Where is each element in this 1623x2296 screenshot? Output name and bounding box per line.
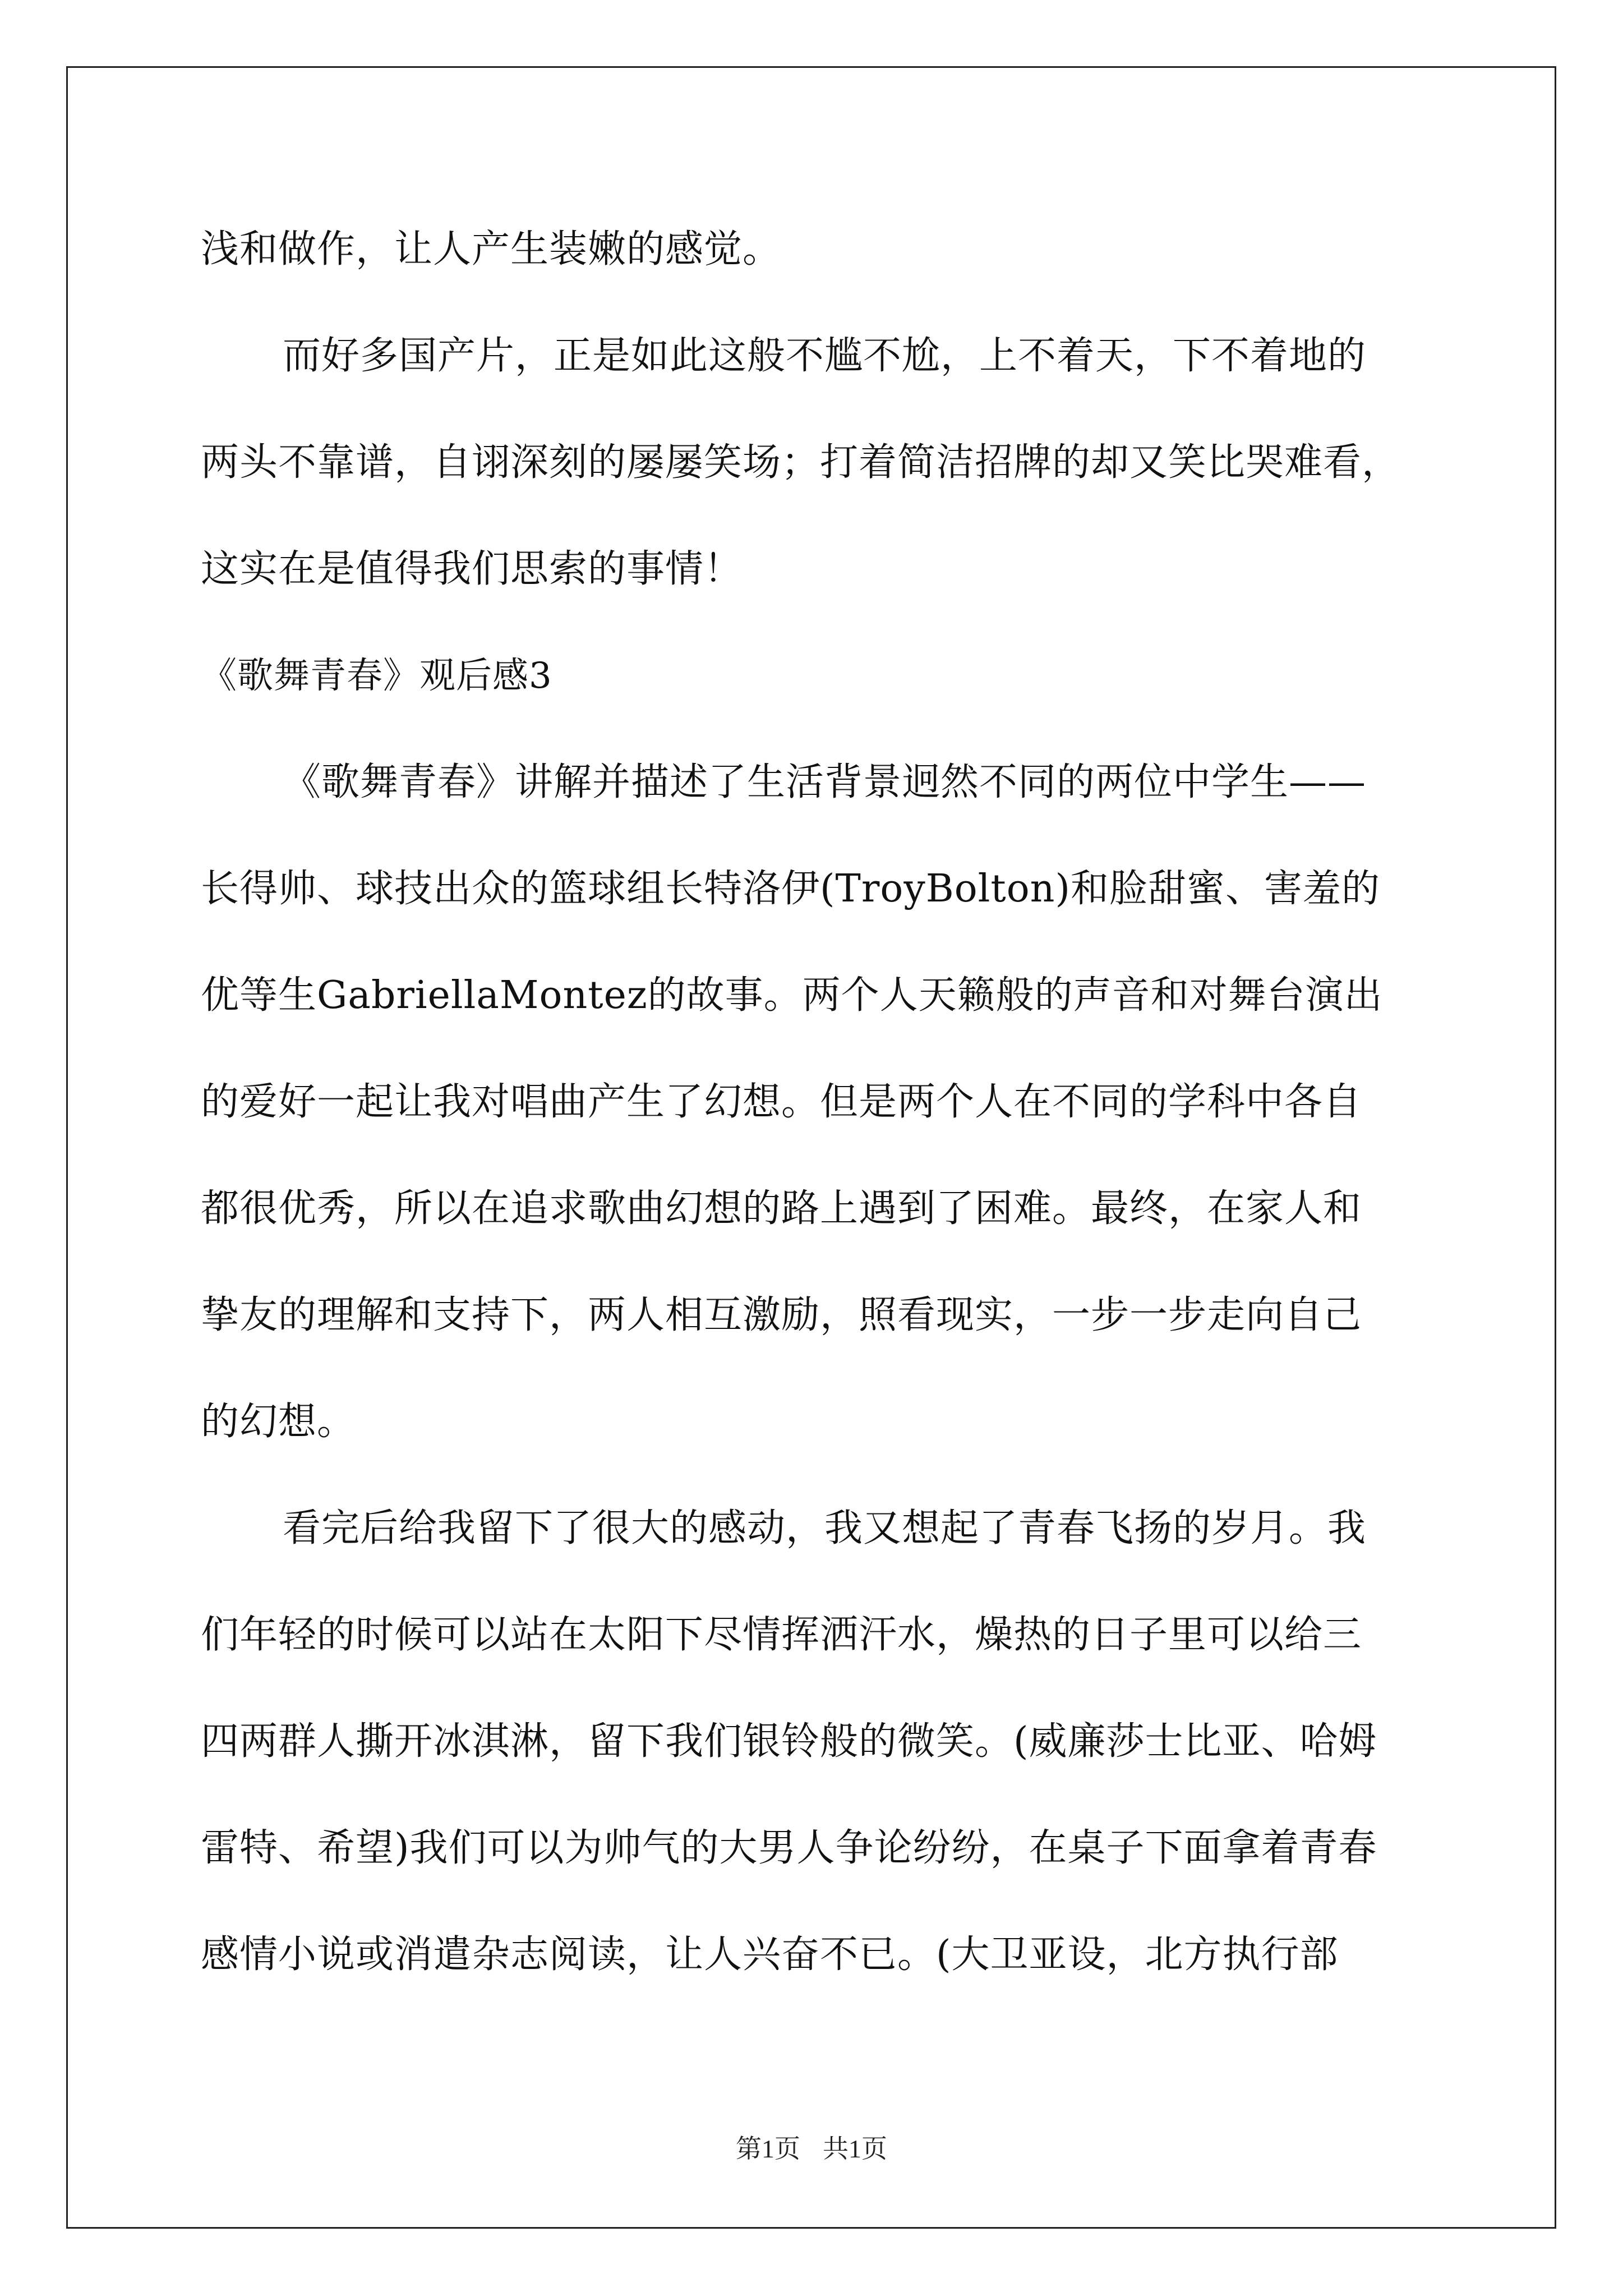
text-line: 的幻想。: [201, 1400, 356, 1444]
text-line: 雷特、希望)我们可以为帅气的大男人争论纷纷，在桌子下面拿着青春: [201, 1826, 1377, 1870]
page-total: 共1页: [823, 2134, 887, 2163]
text-line: 浅和做作，让人产生装嫩的感觉。: [201, 227, 782, 272]
text-line: 优等生GabriellaMontez的故事。两个人天籁般的声音和对舞台演出: [201, 973, 1383, 1018]
text-line: 们年轻的时候可以站在太阳下尽情挥洒汗水，燥热的日子里可以给三: [201, 1613, 1362, 1657]
section-heading: 《歌舞青春》观后感3: [201, 655, 552, 697]
text-line: 四两群人撕开冰淇淋，留下我们银铃般的微笑。(威廉莎士比亚、哈姆: [201, 1719, 1377, 1764]
page-footer: [0, 2133, 1623, 2165]
page-number: 第1页: [736, 2134, 800, 2163]
text-line: 的爱好一起让我对唱曲产生了幻想。但是两个人在不同的学科中各自: [201, 1080, 1362, 1124]
text-line: 而好多国产片，正是如此这般不尴不尬，上不着天，下不着地的: [283, 334, 1367, 378]
text-line: 感情小说或消遣杂志阅读，让人兴奋不已。(大卫亚设，北方执行部: [201, 1932, 1339, 1977]
text-line: 挚友的理解和支持下，两人相互激励，照看现实，一步一步走向自己: [201, 1293, 1362, 1337]
text-line: 长得帅、球技出众的篮球组长特洛伊(TroyBolton)和脸甜蜜、害羞的: [201, 867, 1380, 911]
text-line: 这实在是值得我们思索的事情！: [201, 547, 743, 591]
text-line: 都很优秀，所以在追求歌曲幻想的路上遇到了困难。最终，在家人和: [201, 1186, 1362, 1231]
page-border: [66, 66, 1556, 2229]
text-line: 《歌舞青春》讲解并描述了生活背景迥然不同的两位中学生——: [283, 760, 1367, 804]
text-line: 看完后给我留下了很大的感动，我又想起了青春飞扬的岁月。我: [283, 1506, 1367, 1550]
text-line: 两头不靠谱，自诩深刻的屡屡笑场；打着简洁招牌的却又笑比哭难看，: [201, 440, 1401, 485]
